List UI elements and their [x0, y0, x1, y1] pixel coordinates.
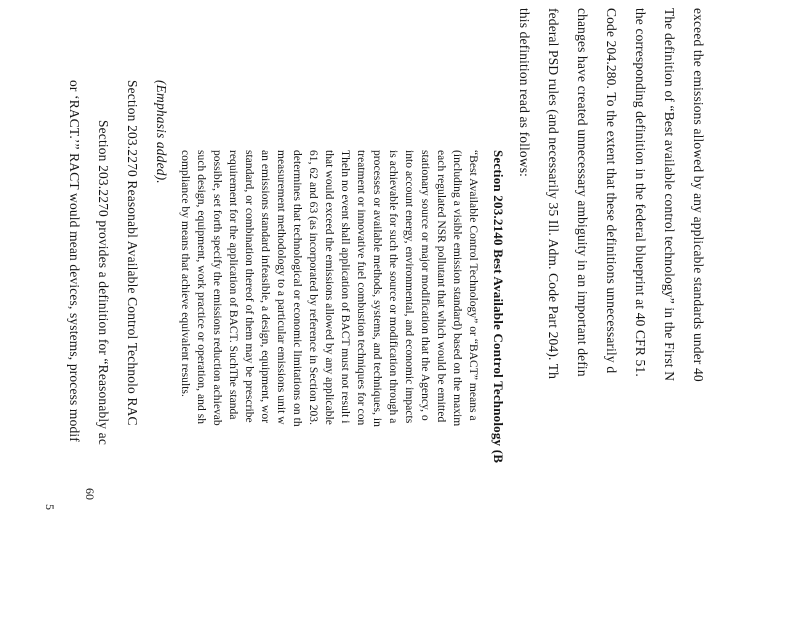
quote-line: “Best Available Control Technology” or “BACT” means a — [467, 150, 479, 421]
paragraph-line: changes have created unnecessary ambiguity in an important defin — [575, 8, 590, 377]
paragraph-line: Code 204.280. To the extent that these definitions unnecessarily d — [604, 8, 619, 374]
quote-line: each regulated NSR pollutant that which would be emitted — [435, 150, 447, 423]
quote-line: possible, set forth specify the emissions reduction achievab — [211, 150, 223, 426]
quote-line: Theln no event shall application of BACT must not result i — [339, 150, 351, 424]
quote-line: treatment or innovative fuel combustion techniques for con — [355, 150, 367, 426]
quote-line: measurement methodology to a particular emissions unit w — [275, 150, 287, 425]
page-number-outer: 5 — [43, 504, 57, 510]
quote-line: compliance by means that achieve equivalent results. — [179, 150, 191, 397]
paragraph-line: Section 203.2270 provides a definition for “Reasonably ac — [96, 120, 111, 445]
quote-line: stationary source or major modification that the Agency, o — [419, 150, 431, 421]
quote-line: that would exceed the emissions allowed by any applicable — [323, 150, 335, 425]
quote-line: determines that technological or economic limitations on th — [291, 150, 303, 427]
quote-line: processes or available methods, systems, and techniques, in — [371, 150, 383, 427]
quote-line: standard, or combination thereof of them may be prescribe — [243, 150, 255, 423]
paragraph-line: this definition read as follows: — [517, 8, 532, 178]
paragraph-line: federal PSD rules (and necessarily 35 Ill. Adm. Code Part 204). Th — [546, 8, 561, 380]
quote-line: an emissions standard infeasible, a design, equipment, wor — [259, 150, 271, 424]
quote-line: (including a visible emission standard) based on the maxim — [451, 150, 463, 427]
quote-line: 61, 62 and 63 (as incorporated by reference in Section 203. — [307, 150, 319, 426]
quoted-section-heading: Section 203.2140 Best Available Control Technology (B — [491, 150, 506, 464]
quote-line: is achievable for such the source or modification through a — [387, 150, 399, 424]
paragraph-line: or ‘RACT.’” RACT would mean devices, systems, process modif — [67, 80, 82, 442]
quote-line: such design, equipment, work practice or operation, and sh — [195, 150, 207, 425]
section-heading: Section 203.2270 Reasonabl Available Control Technolo RAC — [125, 80, 140, 426]
quote-line: into account energy, environmental, and economic impacts — [403, 150, 415, 424]
paragraph-line: The definition of “Best available control technology” in the First N — [662, 8, 677, 382]
paragraph-line: exceed the emissions allowed by any applicable standards under 40 — [691, 8, 706, 382]
emphasis-note: (Emphasis added). — [154, 80, 169, 184]
quote-line: requirement for the application of BACT. SuchThe standa — [227, 150, 239, 420]
paragraph-line: the corresponding definition in the federal blueprint at 40 CFR 51. — [633, 8, 648, 377]
page-number-inner: 60 — [83, 488, 97, 500]
